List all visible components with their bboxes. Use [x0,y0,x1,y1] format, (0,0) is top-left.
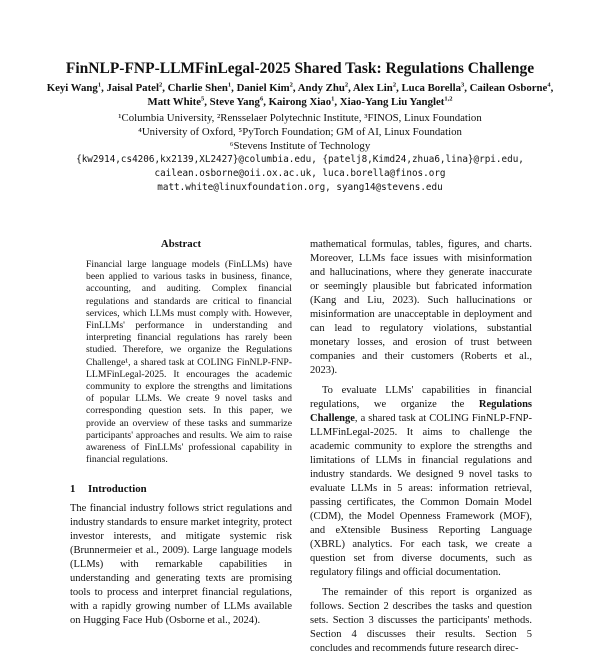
section-heading-introduction [70,483,292,495]
author-name-text: Xiao-Yang Liu Yanglet [339,96,445,108]
author-affiliation-mark: 3 [460,81,465,89]
author-affiliation-mark: 1 [227,81,232,89]
left-column [70,238,292,628]
author-affiliation-mark: 4 [547,81,551,89]
right-column [310,238,532,656]
author-affiliation-mark: 6 [259,95,264,103]
author-name [401,82,464,94]
author-affiliation-mark: 2 [158,81,163,89]
author-name-text: Alex Lin [352,82,393,94]
paragraph-text: , a shared task at COLING FinNLP-FNP-LLMFinLegal-2025. It aims to challenge the academic community to explore the strengths and limitations of LLMs in financial regulations and industry standards. We designed 9 novel tasks to evaluate LLMs in 5 areas: information retrieval, passing certificates, the Common Domain Model (CDM), the Model Openness Framework (MOF), and eXtensible Business Reporting Language (XBRL) analytics. For each task, we create a question set from diverse documents, such as regulatory filings and official documentation. [310,413,532,578]
author-name [106,82,162,94]
author-name [210,96,264,108]
author-affiliation-mark: 1 [331,95,335,103]
abstract-heading: Abstract [160,238,202,250]
author-name-text: Cailean Osborne [469,82,548,94]
author-name-text: Charlie Shen [167,82,228,94]
author-name [298,82,348,94]
email-line[interactable]: matt.white@linuxfoundation.org, syang14@stevens.edu [157,182,443,193]
author-name-text: Luca Borella [401,82,461,94]
affiliations [30,111,570,153]
body-paragraph: The remainder of this report is organized as follows. Section 2 describes the tasks and question sets. Section 3 discusses the participants' methods. Section 4 discusses their results. Section 5 concludes and recommends future research direc- [310,587,532,654]
author-name [470,82,551,94]
author-name-text: Kairong Xiao [268,96,332,108]
author-name-text: Steve Yang [209,96,260,108]
email-line[interactable]: cailean.osborne@oii.ox.ac.uk, luca.borella@finos.org [154,168,446,179]
author-name [237,82,293,94]
author-name-text: Keyi Wang [46,82,98,94]
introduction-paragraph: The financial industry follows strict regulations and industry standards to ensure market integrity, protect investor interests, and mitigate systemic risk (Brunnermeier et al., 2009). Large language models (LLMs) with remarkable capabilities in understanding and generating texts are promising tools to process and interpret financial regulations, with a rapidly growing number of LLMs available on Hugging Face Hub (Osborne et al., 2024). [70,503,292,627]
email-line[interactable]: {kw2914,cs4206,kx2139,XL2427}@columbia.edu, {patelj8,Kimd24,zhua6,lina}@rpi.edu, [76,154,524,165]
author-name [47,82,101,94]
email-list [20,153,580,195]
author-name [168,82,232,94]
author-list: Keyi Wang$^1$, Jaisal Patel$^2$, Charlie Shen$^1$, Daniel Kim$^2$, Andy Zhu$^2$, Alex Lin$^2$, Luca Borella$^3$, Cailean Osborne$^4$, Matt White$^5$, Steve Yang$^6$, Kairong Xiao$^1$, Xiao-Yang Liu Yanglet$^{1,2}$ [46,81,554,108]
body-paragraph: mathematical formulas, tables, figures, and charts. Moreover, LLMs face issues with misinformation and hallucinations, where they generate inaccurate or seemingly plausible but fabricated information (Kang and Liu, 2023). Such hallucinations or misinformation are unacceptable in deployment and can lead to regulatory violations, substantial monetary losses, and erosion of trust between companies and their customers (Roberts et al., 2023). [310,239,532,376]
affiliation-line: ¹Columbia University, ²Rensselaer Polytechnic Institute, ³FINOS, Linux Foundation [118,112,482,124]
challenge-name: Regulations Challenge [310,399,532,424]
author-name-text: Jaisal Patel [106,82,159,94]
paper-title: FinNLP-FNP-LLMFinLegal-2025 Shared Task: Regulations Challenge [65,60,535,77]
affiliation-line: ⁴University of Oxford, ⁵PyTorch Foundation; GM of AI, Linux Foundation [138,126,462,138]
author-affiliation-mark: 2 [289,81,293,89]
affiliation-line: ⁶Stevens Institute of Technology [229,140,371,152]
author-affiliation-mark: 5 [201,95,205,103]
author-name [340,96,453,108]
author-name [269,96,335,108]
abstract-text: Financial large language models (FinLLMs) have been applied to various tasks in business, finance, accounting, and auditing. Complex financial regulations and standards are critical to financial services, which LLMs must comply with. However, FinLLMs' performance in understanding and interpreting financial regulations has rarely been studied. Therefore, we organize the Regulations Challenge¹, a shared task at COLING FinNLP-FNP-LLMFinLegal-2025. It encourages the academic community to explore the strengths and limitations of popular LLMs. We create 9 novel tasks and corresponding question sets. In this paper, we provide an overview of these tasks and summarize participants' approaches and results. We aim to raise awareness of FinLLMs' professional capability in financial regulations. [86,259,292,466]
section-number: 1 [70,483,76,496]
author-name-text: Matt White [147,96,201,108]
body-paragraph [310,384,532,580]
author-name-text: Daniel Kim [236,82,290,94]
author-affiliation-mark: 1,2 [444,95,453,103]
author-affiliation-mark: 2 [344,81,349,89]
author-affiliation-mark: 1 [97,81,102,89]
author-name-text: Andy Zhu [297,82,345,94]
author-name [148,96,205,108]
author-affiliation-mark: 2 [392,81,397,89]
paragraph-text: To evaluate LLMs' capabilities in financial regulations, we organize the [310,385,532,410]
author-name [353,82,396,94]
section-title: Introduction [88,483,147,496]
